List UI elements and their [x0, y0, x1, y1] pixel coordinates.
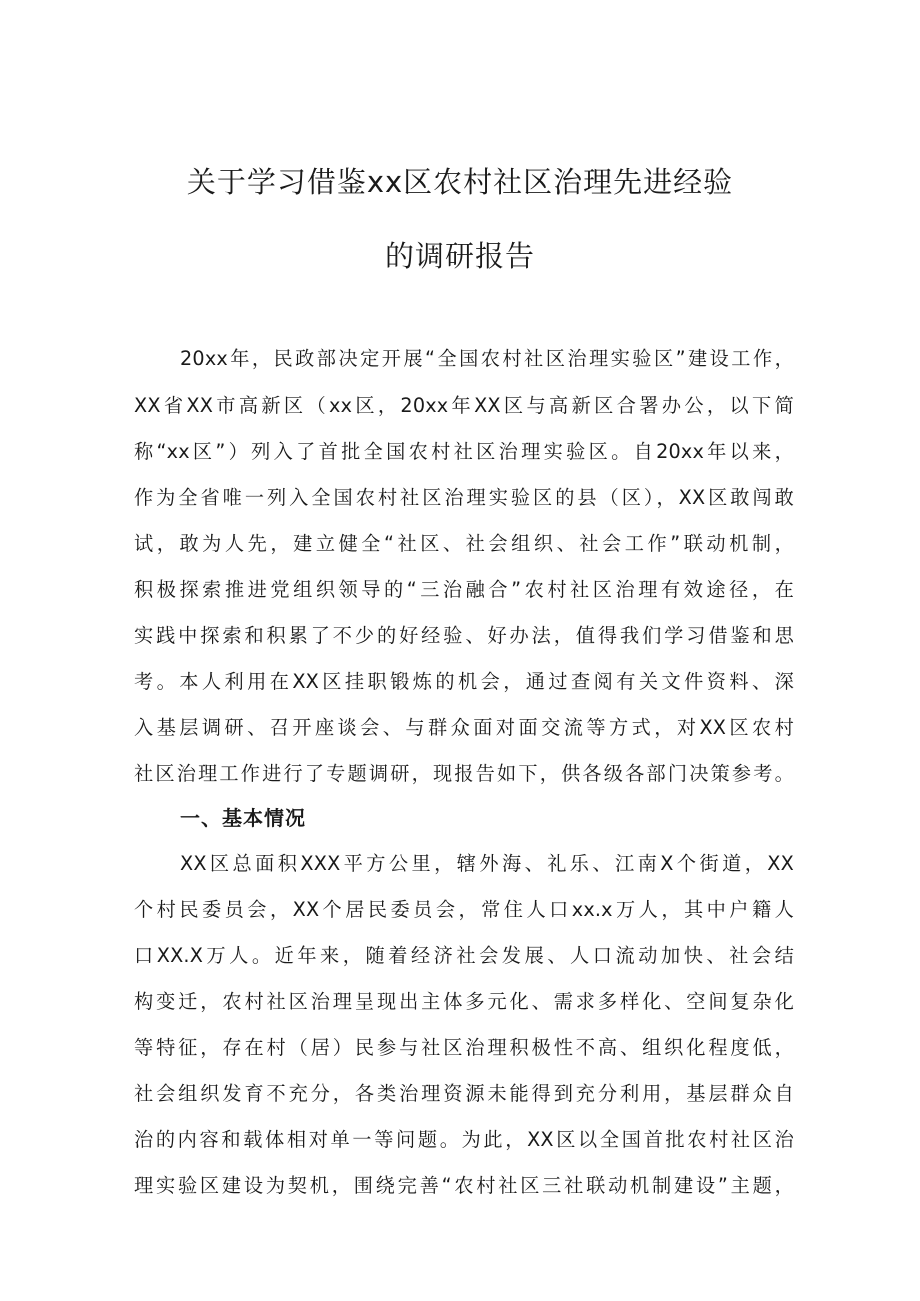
document-title-line-1: 关于学习借鉴xx区农村社区治理先进经验 [186, 165, 734, 199]
paragraph-1-line: 20xx年，民政部决定开展“全国农村社区治理实验区”建设工作， [180, 347, 794, 370]
paragraph-1-line: 试，敢为人先，建立健全“社区、社会组织、社会工作”联动机制， [134, 532, 794, 555]
document-title-line-2: 的调研报告 [384, 239, 535, 273]
paragraph-2-line: 社会组织发育不充分，各类治理资源未能得到充分利用，基层群众自 [134, 1082, 794, 1105]
paragraph-2-line: 理实验区建设为契机，围绕完善“农村社区三社联动机制建设”主题， [134, 1174, 794, 1197]
paragraph-2-line: XX区总面积XXX平方公里，辖外海、礼乐、江南X个街道，XX [180, 852, 794, 875]
paragraph-2-line: 构变迁，农村社区治理呈现出主体多元化、需求多样化、空间复杂化 [134, 990, 794, 1013]
paragraph-1-line: 实践中探索和积累了不少的好经验、好办法，值得我们学习借鉴和思 [134, 624, 794, 647]
paragraph-1-line: XX省XX市高新区（xx区，20xx年XX区与高新区合署办公，以下简 [134, 394, 794, 417]
paragraph-2-line: 治的内容和载体相对单一等问题。为此，XX区以全国首批农村社区治 [134, 1128, 794, 1151]
paragraph-1-line: 考。本人利用在XX区挂职锻炼的机会，通过查阅有关文件资料、深 [134, 670, 794, 693]
paragraph-2-line: 个村民委员会，XX个居民委员会，常住人口xx.x万人，其中户籍人 [134, 898, 794, 921]
paragraph-2-line: 口XX.X万人。近年来，随着经济社会发展、人口流动加快、社会结 [134, 944, 794, 967]
paragraph-1-line: 称“xx区”）列入了首批全国农村社区治理实验区。自20xx年以来， [134, 440, 794, 463]
paragraph-1-line: 积极探索推进党组织领导的“三治融合”农村社区治理有效途径，在 [134, 578, 794, 601]
section-heading: 一、基本情况 [180, 806, 306, 830]
paragraph-1-line: 作为全省唯一列入全国农村社区治理实验区的县（区），XX区敢闯敢 [134, 486, 794, 509]
paragraph-2-line: 等特征，存在村（居）民参与社区治理积极性不高、组织化程度低， [134, 1036, 794, 1059]
paragraph-1-line: 入基层调研、召开座谈会、与群众面对面交流等方式，对XX区农村 [134, 716, 794, 739]
paragraph-1-line: 社区治理工作进行了专题调研，现报告如下，供各级各部门决策参考。 [134, 762, 794, 785]
